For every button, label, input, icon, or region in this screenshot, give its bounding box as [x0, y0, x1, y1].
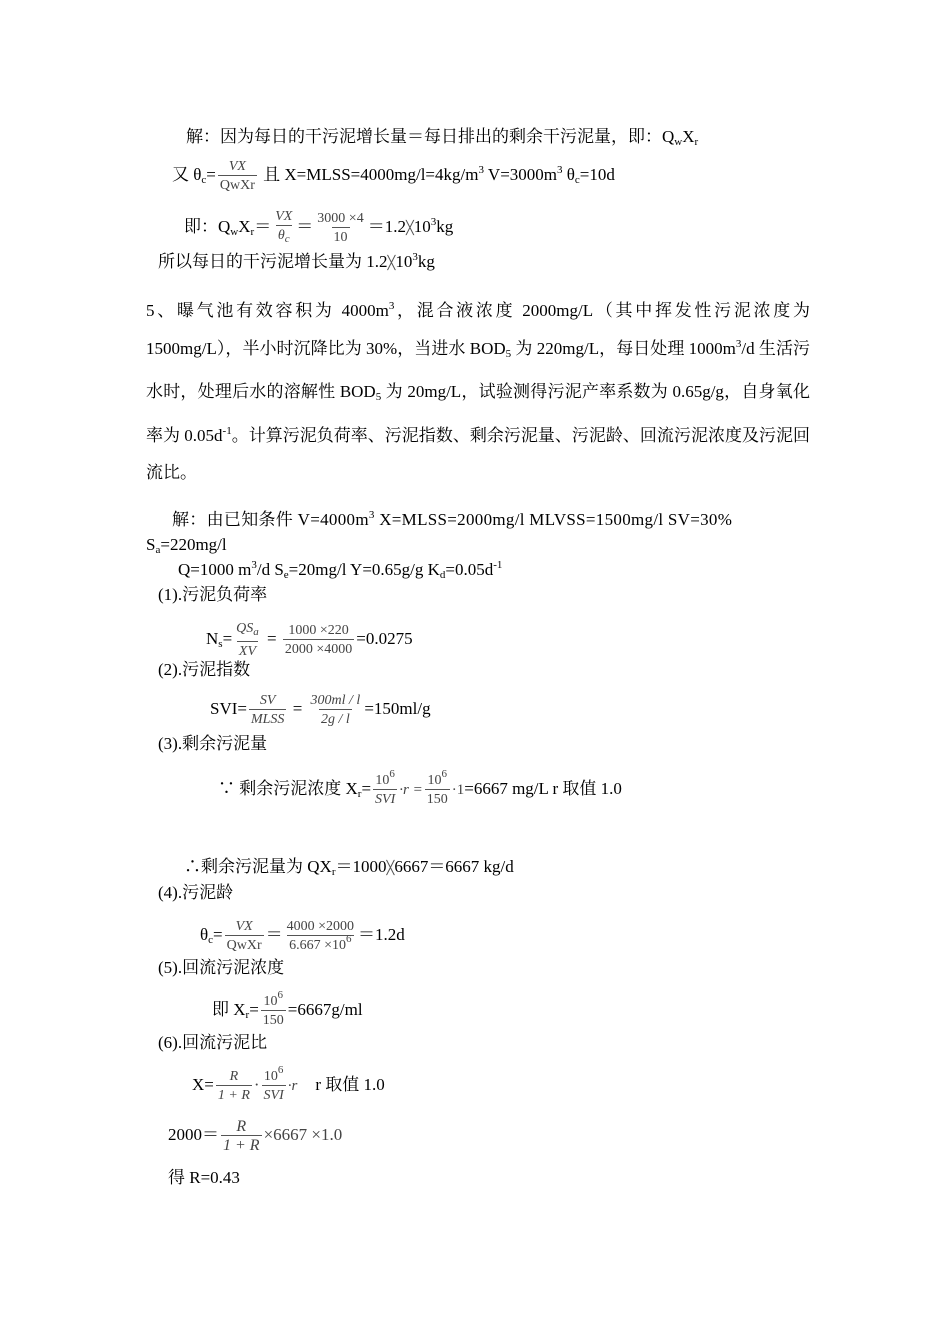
numerator — [262, 1064, 286, 1085]
text: 为 20mg/L，试验测得污泥产率系数为 0.65g/g，自身氧化率为 0.05d — [146, 382, 810, 445]
text: =0.05d — [445, 560, 494, 579]
formula-return-ratio — [192, 1064, 385, 1104]
solution-4-line-3 — [184, 208, 453, 248]
text: /d 生活污水时，处理后水的溶解性 BOD — [146, 338, 810, 401]
sup: 3 — [368, 509, 375, 521]
text: = — [361, 778, 372, 798]
text: = — [262, 628, 281, 648]
denominator: SVI — [262, 1085, 286, 1104]
text: 10 — [395, 252, 413, 271]
numerator: 1000 ×220 — [288, 623, 349, 638]
text: ＝ — [254, 216, 272, 236]
denominator: QwXr — [218, 175, 257, 194]
text: X — [682, 127, 695, 146]
sub: a — [155, 544, 161, 556]
given-line-2 — [146, 534, 227, 561]
text: r 取值 1.0 — [315, 1074, 385, 1094]
denominator: 150 — [261, 1010, 286, 1029]
text: ＝1.2 — [367, 216, 406, 236]
text: =6667g/ml — [287, 999, 363, 1019]
numerator: 4000 ×2000 — [286, 919, 355, 934]
final-answer: 得 R=0.43 — [168, 1168, 240, 1187]
sup: 3 — [388, 300, 395, 312]
text: ＝ — [265, 924, 283, 944]
text: = — [288, 698, 307, 718]
fraction — [225, 918, 264, 954]
fraction — [216, 1068, 252, 1104]
fraction — [273, 208, 294, 248]
fraction — [425, 768, 450, 808]
denominator — [276, 225, 292, 248]
times-glyph: ╳ — [387, 255, 396, 270]
heading-sludge-age: (4).污泥龄 — [158, 883, 234, 902]
sup: -1 — [222, 424, 232, 437]
text: 6667＝6667 kg/d — [394, 857, 514, 876]
problem-5-statement — [146, 292, 810, 492]
sup: 3 — [557, 163, 563, 176]
denominator: SVI — [373, 789, 397, 808]
sub: 5 — [505, 347, 512, 360]
sub: c — [284, 233, 290, 245]
text: 10 — [413, 216, 431, 236]
fraction — [262, 1064, 286, 1104]
sup: 6 — [277, 989, 284, 1001]
numerator: 300ml / l — [310, 693, 361, 708]
sub: c — [201, 173, 207, 186]
text: = — [249, 999, 259, 1019]
sub: w — [230, 225, 239, 238]
text: kg — [436, 216, 454, 236]
sup: 3 — [478, 163, 484, 176]
text: ，混合液浓度 2000mg/L（其中挥发性污泥浓度为 1500mg/L），半小时沉降比为 30%，当进水 BOD — [146, 301, 810, 358]
denominator: 2g / l — [319, 709, 352, 728]
denominator: 10 — [332, 227, 350, 246]
formula-ns — [206, 620, 413, 660]
denominator: QwXr — [225, 935, 264, 954]
text: =220mg/l — [160, 535, 227, 554]
text: QS — [236, 621, 254, 636]
text: X — [238, 216, 251, 236]
numerator: VX — [228, 159, 246, 174]
heading-excess-sludge: (3).剩余污泥量 — [158, 734, 268, 753]
numerator — [425, 768, 449, 789]
text: =20mg/l Y=0.65g/g K — [288, 560, 440, 579]
text: = — [222, 628, 233, 648]
text: ∵ 剩余污泥浓度 X — [218, 778, 358, 798]
text: 解：因为每日的干污泥增长量＝每日排出的剩余干污泥量，即：Q — [186, 127, 675, 146]
solution-4-line-2 — [172, 158, 615, 194]
numerator — [262, 989, 286, 1010]
text: Q=1000 m — [178, 560, 252, 579]
numerator: SV — [259, 693, 276, 708]
denominator: 2000 ×4000 — [283, 639, 354, 658]
text: 。计算污泥负荷率、污泥指数、剩余污泥量、污泥龄、回流污泥浓度及污泥回流比。 — [146, 425, 811, 482]
sup: 6 — [441, 768, 447, 780]
text: · — [253, 1074, 260, 1094]
denominator: MLSS — [249, 709, 286, 728]
text: 为 220mg/L，每日处理 1000m — [511, 338, 736, 358]
sub: w — [674, 136, 683, 148]
sup: 6 — [389, 768, 395, 780]
sup: 3 — [412, 251, 418, 263]
text: 6.667 ×10 — [289, 938, 347, 953]
times-glyph: ╳ — [386, 860, 395, 875]
sub: r — [694, 136, 699, 148]
text: 2000＝ — [168, 1124, 219, 1144]
text: =6667 mg/L r 取值 1.0 — [464, 778, 622, 798]
text: = — [213, 924, 223, 944]
text: V=3000m — [483, 164, 557, 184]
text: =0.0275 — [356, 628, 413, 648]
text: θ — [277, 228, 285, 243]
denominator — [287, 935, 353, 954]
text: 10 — [263, 994, 278, 1009]
fraction — [373, 768, 397, 808]
equation-solve — [168, 1118, 342, 1154]
sup: 6 — [277, 1064, 284, 1076]
text: kg — [417, 252, 435, 271]
fraction — [315, 210, 365, 246]
sub: r — [245, 1008, 250, 1021]
sub: s — [218, 637, 223, 650]
sub: r — [331, 866, 336, 878]
fraction — [261, 989, 286, 1029]
fraction — [249, 692, 286, 728]
text: = — [206, 164, 216, 184]
formula-theta — [200, 918, 405, 954]
text: ×6667 ×1.0 — [263, 1124, 343, 1144]
text: =10d — [579, 164, 615, 184]
text: θ — [562, 164, 575, 184]
sup: 3 — [735, 337, 742, 350]
text: θ — [200, 924, 209, 944]
sub: d — [439, 569, 446, 581]
sup: 3 — [430, 215, 437, 228]
sub: 5 — [375, 391, 382, 403]
numerator: R — [229, 1069, 239, 1084]
fraction — [285, 918, 356, 954]
text: 5、曝气池有效容积为 4000m — [146, 301, 389, 320]
text: 解：由已知条件 V=4000m — [172, 510, 369, 529]
formula-xr — [218, 768, 622, 808]
times-glyph: ╳ — [405, 219, 414, 235]
text: 又 θ — [172, 164, 202, 184]
heading-return-ratio: (6).回流污泥比 — [158, 1033, 268, 1052]
sub: r — [357, 787, 362, 800]
text: S — [146, 535, 156, 554]
text: 10 — [263, 1069, 278, 1084]
text: =150ml/g — [364, 698, 431, 718]
text: N — [206, 628, 219, 648]
text: ＝1.2d — [358, 924, 405, 944]
denominator: XV — [237, 641, 258, 660]
sub: e — [283, 569, 289, 581]
sub: a — [253, 626, 259, 638]
fraction — [309, 692, 363, 728]
text: X=MLSS=2000mg/l MLVSS=1500mg/l SV=30% — [374, 510, 733, 529]
sub: r — [250, 225, 255, 238]
given-line-1 — [172, 509, 732, 531]
denominator: 1 + R — [216, 1085, 252, 1104]
text: 所以每日的干污泥增长量为 1.2 — [158, 252, 388, 271]
text: SVI= — [210, 698, 247, 718]
text: 即 X — [212, 999, 246, 1019]
formula-svi — [210, 692, 431, 728]
heading-sludge-load: (1).污泥负荷率 — [158, 585, 268, 604]
text: X= — [192, 1074, 214, 1094]
excess-sludge-result — [184, 856, 514, 883]
sup: 3 — [251, 559, 257, 571]
sub: c — [574, 173, 580, 186]
fraction — [221, 1118, 262, 1154]
text: 即：Q — [184, 216, 231, 236]
text: ＝ — [296, 216, 314, 236]
fraction — [234, 620, 261, 660]
numerator: VX — [275, 209, 293, 224]
solution-4-conclusion — [158, 251, 435, 274]
text: ·r = — [399, 781, 423, 798]
heading-svi: (2).污泥指数 — [158, 660, 251, 679]
fraction — [218, 158, 257, 194]
text: ＝1000 — [335, 857, 387, 876]
text: 10 — [375, 773, 390, 788]
text: 且 X=MLSS=4000mg/l=4kg/m — [258, 164, 479, 184]
fraction — [283, 622, 354, 658]
sup: -1 — [493, 559, 503, 571]
text: ·1 — [451, 781, 465, 798]
sup: 6 — [346, 933, 352, 945]
sub: c — [208, 933, 214, 946]
heading-return-concentration: (5).回流污泥浓度 — [158, 958, 285, 977]
text: /d S — [256, 560, 284, 579]
text: ·r — [287, 1077, 298, 1094]
denominator: 150 — [425, 789, 450, 808]
given-line-3 — [178, 559, 502, 586]
numerator — [234, 620, 261, 641]
numerator: VX — [235, 919, 253, 934]
solution-4-line-1 — [186, 126, 698, 153]
numerator: R — [236, 1118, 247, 1135]
numerator — [373, 768, 397, 789]
formula-return-concentration — [212, 989, 363, 1029]
denominator: 1 + R — [223, 1137, 260, 1154]
text: ∴剩余污泥量为 QX — [184, 857, 332, 876]
text: 10 — [427, 773, 442, 788]
numerator: 3000 ×4 — [317, 211, 364, 226]
